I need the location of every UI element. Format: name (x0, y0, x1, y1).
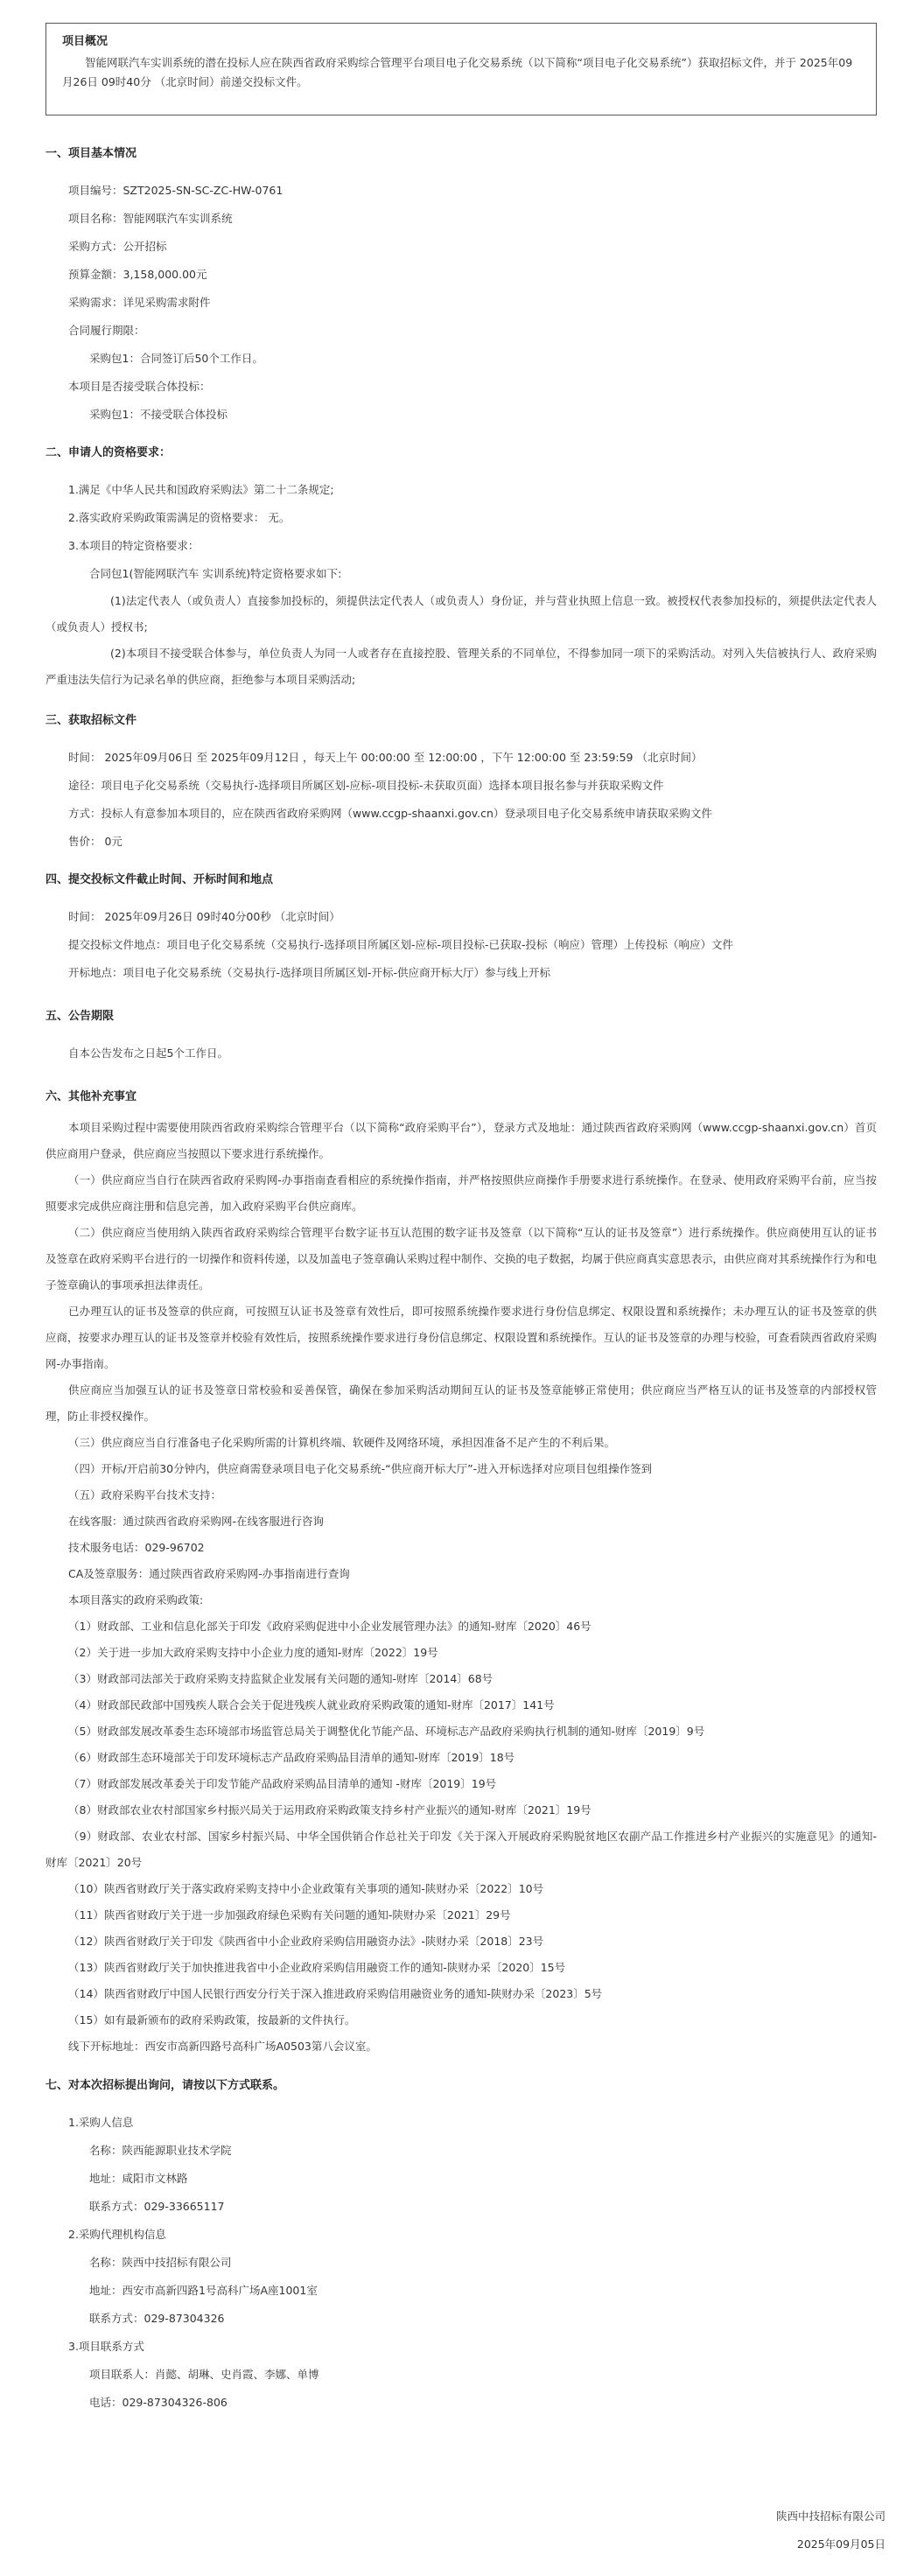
policy-item: （4）财政部民政部中国残疾人联合会关于促进残疾人就业政府采购政策的通知-财库〔2017〕141号 (68, 1698, 555, 1712)
purchaser-info-title: 1.采购人信息 (68, 2116, 134, 2129)
section-1-title: 一、项目基本情况 (46, 147, 137, 160)
contract-period-label: 合同履行期限： (68, 324, 145, 337)
policy-item: （9）财政部、农业农村部、国家乡村振兴局、中华全国供销合作总社关于印发《关于深入开展政府采购脱贫地区农副产品工作推进乡村产业振兴的实施意见》的通知-财库〔2021〕20号 (46, 1830, 877, 1869)
policy-item: （2）关于进一步加大政府采购支持中小企业力度的通知-财库〔2022〕19号 (68, 1646, 438, 1659)
project-contact-phone: 电话：029-87304326-806 (89, 2396, 228, 2409)
offline-opening-address: 线下开标地址：西安市高新四路号高科广场A0503第八会议室。 (68, 2040, 377, 2053)
support-phone: 技术服务电话：029-96702 (68, 1541, 205, 1554)
support-online: 在线客服：通过陕西省政府采购网-在线客服进行咨询 (68, 1515, 325, 1528)
support-ca: CA及签章服务：通过陕西省政府采购网-办事指南进行查询 (68, 1567, 350, 1580)
package-1-qualification-title: 合同包1(智能网联汽车 实训系统)特定资格要求如下: (89, 567, 342, 580)
policy-item: （15）如有最新颁布的政府采购政策，按最新的文件执行。 (68, 2013, 356, 2026)
supplement-item-4: 供应商应当加强互认的证书及签章日常校验和妥善保管，确保在参加采购活动期间互认的证书及签章能够正常使用；供应商应当严格互认的证书及签章的内部授权管理，防止非授权操作。 (46, 1383, 877, 1423)
qualification-item-1: (1)法定代表人（或负责人）直接参加投标的，须提供法定代表人（或负责人）身份证，并与营业执照上信息一致。被授权代表参加投标的，须提供法定代表人（或负责人）授权书; (46, 594, 877, 634)
budget-amount: 预算金额：3,158,000.00元 (68, 268, 207, 281)
qualification-item-2: (2)本项目不接受联合体参与，单位负责人为同一人或者存在直接控股、管理关系的不同单位，不得参加同一项下的采购活动。对列入失信被执行人、政府采购严重违法失信行为记录名单的供应商，拒绝参与本项目采购活动; (46, 647, 877, 686)
package-1-consortium: 采购包1：不接受联合体投标 (89, 408, 228, 421)
qualification-3: 3.本项目的特定资格要求： (68, 539, 200, 552)
footer-organization: 陕西中技招标有限公司 (775, 2510, 886, 2523)
section-5-title: 五、公告期限 (46, 1010, 115, 1023)
supplement-item-2: （二）供应商应当使用纳入陕西省政府采购综合管理平台数字证书互认范围的数字证书及签章（以下简称“互认的证书及签章”）进行系统操作。供应商使用互认的证书及签章在政府采购平台进行的一切操作和资料传递，以及加盖电子签章确认采购过程中制作、交换的电子数据，均属于供应商真实意思表示，由供应商对其系统操作行为和电子签章确认的事项承担法律责任。 (46, 1226, 878, 1292)
submit-location: 提交投标文件地点：项目电子化交易系统（交易执行-选择项目所属区划-应标-项目投标-已获取-投标（响应）管理）上传投标（响应）文件 (68, 938, 734, 951)
purchaser-address: 地址：咸阳市文林路 (89, 2172, 188, 2185)
policy-item: （12）陕西省财政厅关于印发《陕西省中小企业政府采购信用融资办法》-陕财办采〔2018〕23号 (68, 1935, 544, 1948)
agency-address: 地址：西安市高新四路1号高科广场A座1001室 (89, 2284, 318, 2297)
policy-title: 本项目落实的政府采购政策: (68, 1593, 204, 1606)
supplement-item-7: （五）政府采购平台技术支持： (68, 1488, 222, 1502)
section-4-title: 四、提交投标文件截止时间、开标时间和地点 (46, 873, 274, 886)
project-contact-title: 3.项目联系方式 (68, 2340, 144, 2353)
agency-phone: 联系方式：029-87304326 (89, 2312, 225, 2325)
procurement-requirement: 采购需求：详见采购需求附件 (68, 296, 211, 309)
consortium-label: 本项目是否接受联合体投标： (68, 380, 211, 393)
project-overview-box (46, 23, 877, 116)
announcement-period: 自本公告发布之日起5个工作日。 (68, 1046, 228, 1060)
project-contact-person: 项目联系人：肖懿、胡琳、史肖霞、李娜、单博 (89, 2368, 319, 2381)
agency-name: 名称：陕西中技招标有限公司 (89, 2256, 232, 2269)
policy-item: （7）财政部发展改革委关于印发节能产品政府采购品目清单的通知 -财库〔2019〕19号 (68, 1777, 497, 1790)
overview-text: 智能网联汽车实训系统的潜在投标人应在陕西省政府采购综合管理平台项目电子化交易系统（以下简称“项目电子化交易系统”）获取招标文件，并于 2025年09月26日 09时40分 （北京时间）前递交投标文件。 (62, 56, 853, 88)
policy-item: （5）财政部发展改革委生态环境部市场监管总局关于调整优化节能产品、环境标志产品政府采购执行机制的通知-财库〔2019〕9号 (68, 1725, 705, 1738)
procurement-method: 采购方式：公开招标 (68, 240, 167, 253)
supplement-intro: 本项目采购过程中需要使用陕西省政府采购综合管理平台（以下简称“政府采购平台”），登录方式及地址：通过陕西省政府采购网（www.ccgp-shaanxi.gov.cn）首页供应商用户登录，供应商应当按照以下要求进行系统操作。 (46, 1121, 877, 1160)
opening-location: 开标地点：项目电子化交易系统（交易执行-选择项目所属区划-开标-供应商开标大厅）参与线上开标 (68, 966, 551, 979)
supplement-item-1: （一）供应商应当自行在陕西省政府采购网-办事指南查看相应的系统操作指南，并严格按照供应商操作手册要求进行系统操作。在登录、使用政府采购平台前，应当按照要求完成供应商注册和信息完善，加入政府采购平台供应商库。 (46, 1173, 877, 1213)
qualification-2: 2.落实政府采购政策需满足的资格要求： 无。 (68, 511, 290, 524)
footer-signature (536, 2508, 886, 2553)
supplement-item-6: （四）开标/开启前30分钟内，供应商需登录项目电子化交易系统-“供应商开标大厅”-进入开标选择对应项目包组操作签到 (68, 1462, 653, 1475)
policy-item: （3）财政部司法部关于政府采购支持监狱企业发展有关问题的通知-财库〔2014〕68号 (68, 1672, 494, 1685)
section-7-title: 七、对本次招标提出询问，请按以下方式联系。 (46, 2079, 285, 2092)
policy-item: （10）陕西省财政厅关于落实政府采购支持中小企业政策有关事项的通知-陕财办采〔2022〕10号 (68, 1882, 544, 1895)
package-1-period: 采购包1：合同签订后50个工作日。 (89, 352, 263, 365)
obtain-time: 时间： 2025年09月06日 至 2025年09月12日 ，每天上午 00:00:00 至 12:00:00 ，下午 12:00:00 至 23:59:59 （北京时间） (68, 751, 703, 764)
obtain-way: 方式：投标人有意参加本项目的，应在陕西省政府采购网（www.ccgp-shaanxi.gov.cn）登录项目电子化交易系统申请获取采购文件 (68, 807, 712, 820)
announcement-body (46, 131, 877, 2412)
project-number: 项目编号：SZT2025-SN-SC-ZC-HW-0761 (68, 184, 284, 197)
section-3-title: 三、获取招标文件 (46, 714, 137, 727)
policy-list (46, 1614, 877, 2034)
footer-date: 2025年09月05日 (796, 2538, 886, 2551)
policy-item: （6）财政部生态环境部关于印发环境标志产品政府采购品目清单的通知-财库〔2019〕18号 (68, 1751, 515, 1764)
overview-title: 项目概况 (62, 35, 108, 48)
purchaser-name: 名称：陕西能源职业技术学院 (89, 2144, 232, 2157)
document-price: 售价： 0元 (68, 835, 122, 848)
policy-item: （13）陕西省财政厅关于加快推进我省中小企业政府采购信用融资工作的通知-陕财办采〔2020〕15号 (68, 1961, 566, 1974)
section-2-title: 二、申请人的资格要求： (46, 446, 172, 459)
agency-info-title: 2.采购代理机构信息 (68, 2228, 166, 2241)
policy-item: （11）陕西省财政厅关于进一步加强政府绿色采购有关问题的通知-陕财办采〔2021〕29号 (68, 1908, 511, 1922)
project-name: 项目名称：智能网联汽车实训系统 (68, 212, 233, 225)
supplement-item-3: 已办理互认的证书及签章的供应商，可按照互认证书及签章有效性后，即可按照系统操作要求进行身份信息绑定、权限设置和系统操作；未办理互认的证书及签章的供应商，按要求办理互认的证书及签章并校验有效性后，按照系统操作要求进行身份信息绑定、权限设置和系统操作。互认的证书及签章的办理与校验，可查看陕西省政府采购网-办事指南。 (46, 1305, 878, 1370)
policy-item: （1）财政部、工业和信息化部关于印发《政府采购促进中小企业发展管理办法》的通知-财库〔2020〕46号 (68, 1620, 592, 1633)
policy-item: （8）财政部农业农村部国家乡村振兴局关于运用政府采购政策支持乡村产业振兴的通知-财库〔2021〕19号 (68, 1803, 592, 1816)
deadline-time: 时间： 2025年09月26日 09时40分00秒 （北京时间） (68, 910, 340, 923)
purchaser-phone: 联系方式：029-33665117 (89, 2200, 225, 2213)
obtain-route: 途径：项目电子化交易系统（交易执行-选择项目所属区划-应标-项目投标-未获取页面）选择本项目报名参与并获取采购文件 (68, 779, 664, 792)
supplement-item-5: （三）供应商应当自行准备电子化采购所需的计算机终端、软硬件及网络环境，承担因准备不足产生的不利后果。 (68, 1436, 616, 1449)
qualification-1: 1.满足《中华人民共和国政府采购法》第二十二条规定; (68, 483, 334, 496)
policy-item: （14）陕西省财政厅中国人民银行西安分行关于深入推进政府采购信用融资业务的通知-陕财办采〔2023〕5号 (68, 1987, 603, 2000)
section-6-title: 六、其他补充事宜 (46, 1090, 137, 1103)
